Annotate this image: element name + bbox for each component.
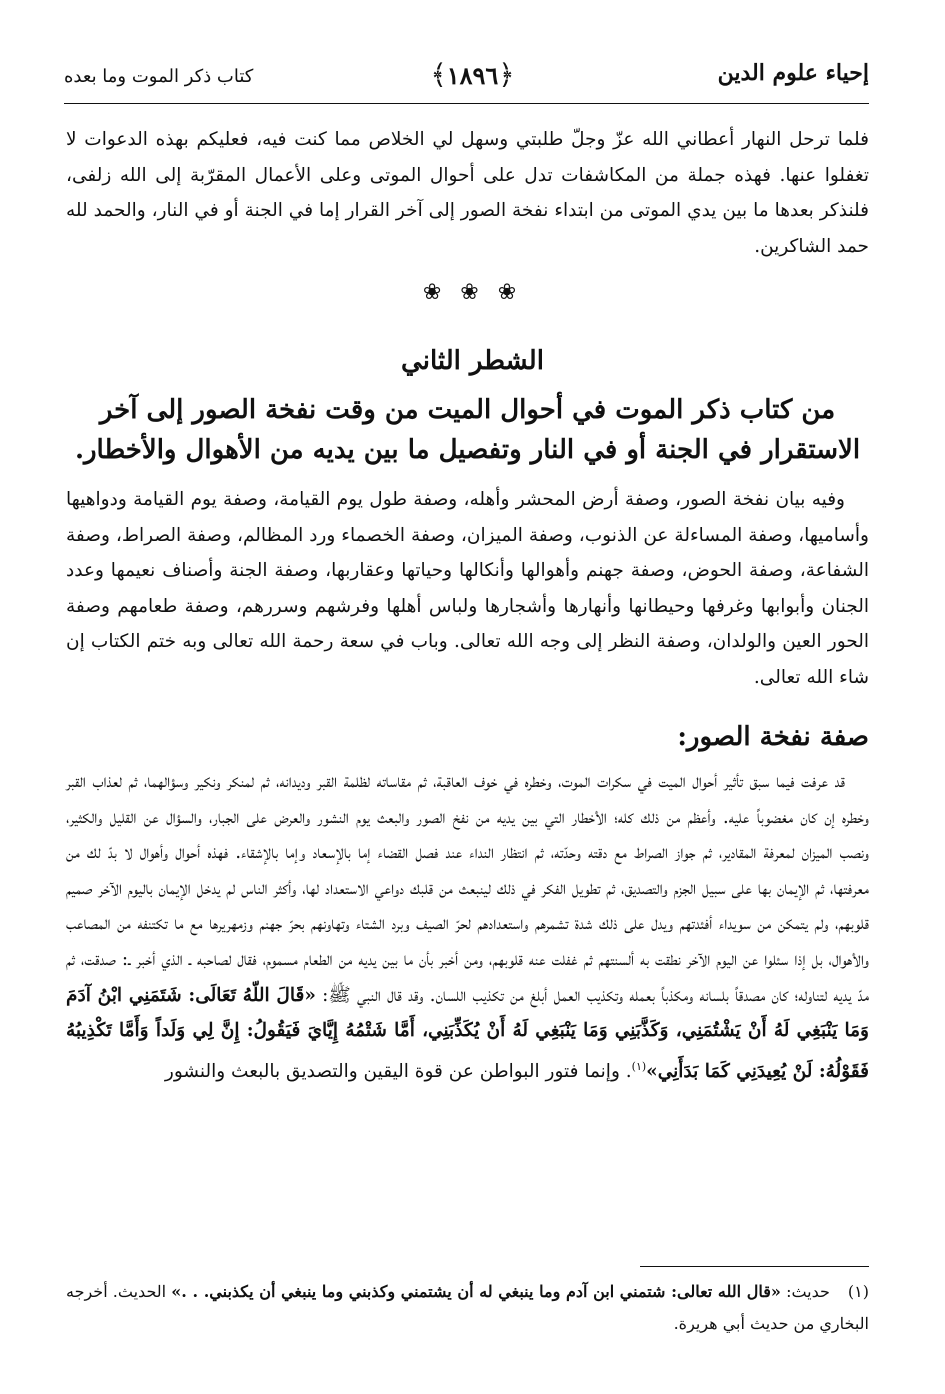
footnote-reference[interactable]: (١) [631,1059,647,1073]
book-title-header: إحياء علوم الدين [717,60,869,86]
section-title: الشطر الثاني [401,346,544,376]
footnote-lead: حديث: [786,1282,830,1301]
intro-paragraph: فلما ترحل النهار أعطاني الله عزّ وجلّ طلبتي وسهل لي الخلاص مما كنت فيه، فعليكم بهذه الدعوات لا تغفلوا عنها. فهذه جملة من المكاشفات تدل على أحوال الموتى وعلى الأعمال المقرّبة إلى الله زلفى، فلنذكر بعدها ما بين يدي الموتى من ابتداء نفخة الصور إلى آخر القرار إما في الجنة أو في النار، والحمد لله حمد الشاكرين. [66,129,869,257]
chapter-header: كتاب ذكر الموت وما بعده [64,66,254,87]
section-separator: ❀ ❀ ❀ [422,280,523,305]
footnote-number: (١) [847,1282,870,1301]
ornament-bracket-icon: ﴿ [498,58,515,91]
page-number-value: ١٨٩٦ [446,61,499,90]
section-subtitle: من كتاب ذكر الموت في أحوال الميت من وقت نفخة الصور إلى آخر الاستقرار في الجنة أو في النار وتفصيل ما بين يديه من الأهوال والأخطار. [74,395,861,465]
footnote-quote: «قال الله تعالى: شتمني ابن آدم وما ينبغي له أن يشتمني وكذبني وما ينبغي أن يكذبني. . .» [171,1282,781,1301]
body-text-continuation: . وإنما فتور البواطن عن قوة اليقين والتصديق بالبعث والنشور [164,1060,632,1082]
section-contents [66,482,869,696]
body-text [66,764,869,1090]
footnote [66,1276,869,1340]
body-paragraph [66,764,869,1090]
body-text-main: قد عرفت فيما سبق تأثير أحوال الميت في سكرات الموت، وخطره في خوف العاقبة، ثم مقاساته لظلمة القبر وديدانه، ثم لمنكر ونكير وسؤالهما، ثم لعذاب القبر وخطره إن كان مغضوباً عليه. وأعظم من ذلك كله؛ الأخطار التي بين يديه من نفخ الصور والبعث يوم النشور والعرض على الجبار، والسؤال عن القليل والكثير، ونصب الميزان لمعرفة المقادير، ثم جواز الصراط مع دقته وحدّته، ثم انتظار النداء عند فصل القضاء إما بالإسعاد وإما بالإشقاء. فهذه أحوال وأهوال لا بدّ لك من معرفتها، ثم الإيمان بها على سبيل الجزم والتصديق، ثم تطويل الفكر في ذلك لينبعث من قلبك دواعي الاستعداد لها، وأكثر الناس لم يدخل الإيمان باليوم الآخر صميم قلوبهم، ولم يتمكن من سويداء أفئدتهم ويدل على ذلك شدة تشمرهم واستعدادهم لحرّ الصيف وبرد الشتاء وتهاونهم بحرّ جهنم وزمهريرها مع ما تكتنفه من المصاعب والأهوال، بل إذا سئلوا عن اليوم الآخر نطقت به ألسنتهم ثم غفلت عنه قلوبهم، ومن أخبر بأن ما بين يديه من الطعام مسموم، فقال لصاحبه ـ الذي أخبر ـ: صدقت، ثم مدّ يديه لتناوله؛ كان مصدقاً بلسانه ومكذباً بعمله وتكذيب العمل أبلغ من تكذيب اللسان. وقد قال النبي ﷺ: [66,771,869,1006]
ornament-bracket-icon: ﴾ [430,58,447,91]
header-rule [64,103,869,104]
footnote-rule [640,1266,869,1267]
contents-paragraph: وفيه بيان نفخة الصور، وصفة أرض المحشر وأهله، وصفة طول يوم القيامة، وصفة يوم القيامة ودواهيها وأساميها، وصفة المساءلة عن الذنوب، وصفة الميزان، وصفة الخصماء ورد المظالم، وصفة الصراط، وصفة الشفاعة، وصفة الحوض، وصفة جهنم وأهوالها وأنكالها وحياتها وعقاربها، وصفة الجنة وأصناف نعيمها وعدد الجنان وأبوابها وغرفها وحيطانها وأنهارها وأشجارها ولباس أهلها وفرشهم وسررهم، وصفة طعامهم وصفة الحور العين والولدان، وصفة النظر إلى وجه الله تعالى. وباب في سعة رحمة الله تعالى وبه ختم الكتاب إن شاء الله تعالى. [66,489,869,688]
hadith-quote: «قَالَ اللّهُ تَعَالَى: شَتَمَنِي ابْنُ آدَمَ وَمَا يَنْبَغِي لَهُ أَنْ يَشْتُمَنِي، وَكَذَّبَنِي وَمَا يَنْبَغِي لَهُ أَنْ يُكَذِّبَنِي، أَمَّا شَتْمُهُ إِيَّايَ فَيَقُولُ: إِنَّ لِي وَلَداً وَأَمَّا تَكْذِيبُهُ فَقَوْلُهُ: لَنْ يُعِيدَنِي كَمَا بَدَأَنِي» [66,984,869,1082]
subheading: صفة نفخة الصور: [677,722,869,752]
footnote-source: الحديث. أخرجه البخاري من حديث أبي هريرة. [66,1282,869,1333]
